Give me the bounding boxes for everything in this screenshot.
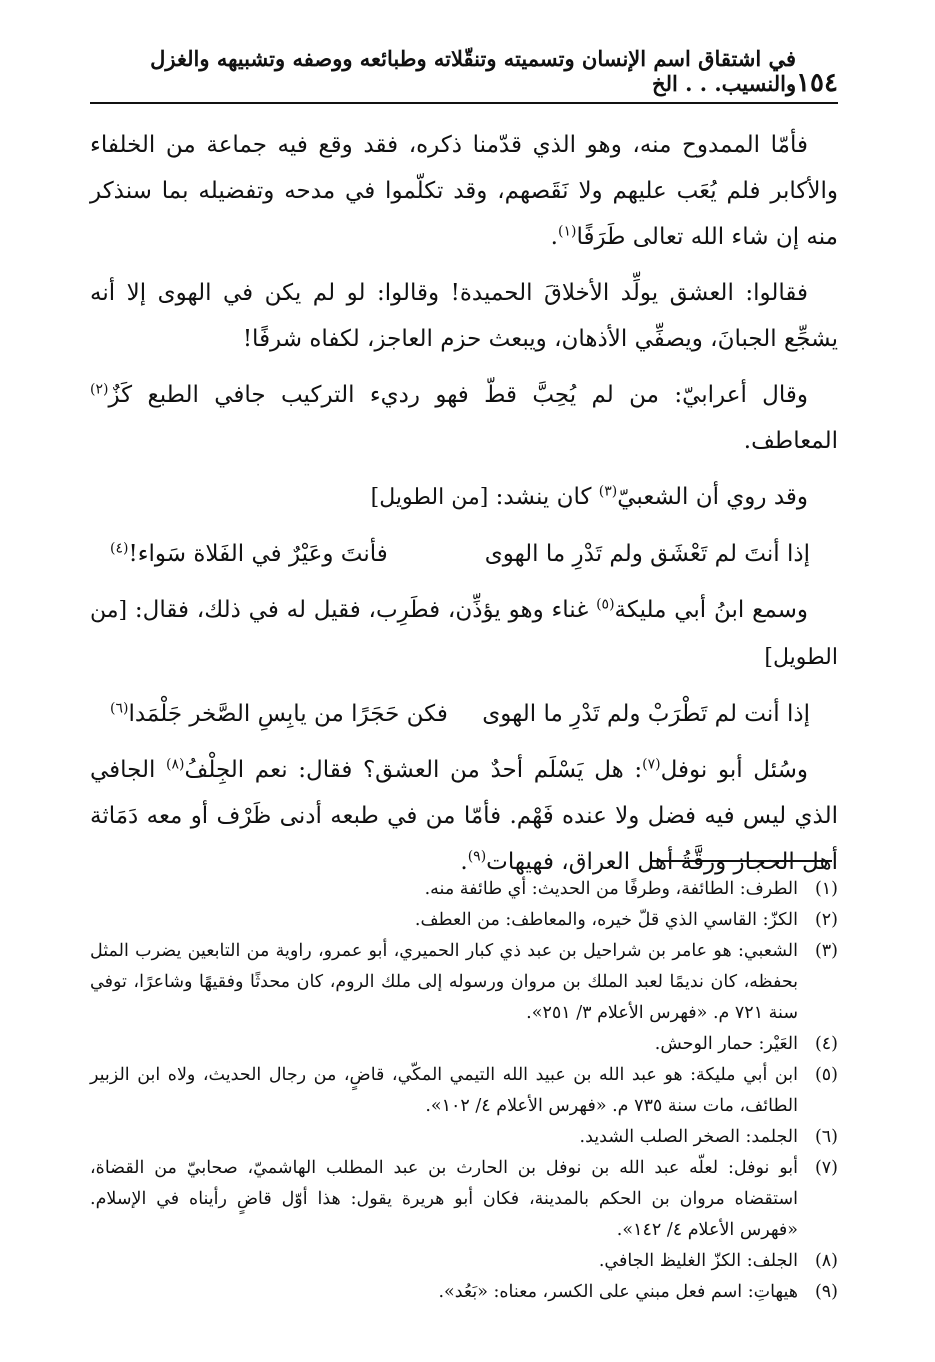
footnote-1: (١) الطرف: الطائفة، وطرفًا من الحديث: أي طائفة منه. <box>424 879 838 899</box>
footnote-ref-4: (٤) <box>110 540 129 557</box>
verse-1-second-hemistich: فأنتَ وعَيْرٌ في الفَلاة سَواء!$^{(٤)}$ <box>110 540 388 567</box>
paragraph-bedouin: وقال أعرابيّ: من لم يُحِبَّ قطّ فهو رديء التركيب جافي الطبع كَزٌ$^{(٢)}$ المعاطف. <box>90 381 838 454</box>
running-title: في اشتقاق اسم الإنسان وتسميته وتنقّلاته وطبائعه ووصفه وتشبيهه والغزل والنسيب. . . الخ <box>150 46 797 96</box>
footnote-ref-8: (٨) <box>166 756 185 773</box>
footnote-ref-5: (٥) <box>596 596 615 613</box>
footnote-separator <box>652 860 832 862</box>
footnote-ref-1: (١) <box>557 223 577 240</box>
footnote-ref-2: (٢) <box>90 381 109 398</box>
footnote-ref-3: (٣) <box>598 483 618 500</box>
footnote-4: (٤) العَيْر: حمار الوحش. <box>654 1034 838 1054</box>
paragraph-sayings: فقالوا: العشق يولِّد الأخلاقَ الحميدة! وقالوا: لو لم يكن في الهوى إلا أنه يشجِّع الجبانَ، ويصفِّي الأذهان، ويبعث حزم العاجز، لكفاه شرفًا! <box>90 280 838 352</box>
verse-2-first-hemistich: إذا أنت لم تَطْرَبْ ولم تَدْرِ ما الهوى <box>482 701 810 727</box>
meter-label: [من الطويل] <box>90 598 838 670</box>
footnote-3: (٣) الشعبي: هو عامر بن شراحيل بن عبد ذي كبار الحميري، أبو عمرو، راوية من التابعين يضرب المثل بحفظه، كان نديمًا لعبد الملك بن مروان ورسوله إلى ملك الروم، كان محدثًا وفقيهًا وشاعرًا، توفي سنة ٧٢١ م. «فهرس الأعلام ٣/ ٢٥١». <box>90 941 838 1023</box>
verse-line-1 <box>90 531 838 577</box>
main-text <box>90 122 838 895</box>
paragraph-abu-nawfal: وسُئل أبو نوفل$^{(٧)}$: هل يَسْلَم أحدٌ من العشق؟ فقال: نعم الجِلْفُ$^{(٨)}$ الجافي الذي ليس فيه فضل ولا عنده فَهْم. فأمّا من في طبعه أدنى ظَرْف أو معه دَمَاثة أهل الحجاز ورقَّةُ أهل العراق، فهيهات$^{(٩)}$. <box>90 756 838 875</box>
verse-1-first-hemistich: إذا أنتَ لم تَعْشَق ولم تَدْرِ ما الهوى <box>484 541 810 567</box>
footnote-7: (٧) أبو نوفل: لعلّه عبد الله بن نوفل بن الحارث بن عبد المطلب الهاشميّ، صحابيّ من القضاة، استقضاه مروان بن الحكم بالمدينة، فكان أبو هريرة يقول: هذا أوّل قاضٍ رأيناه في الإسلام. «فهرس الأعلام ٤/ ١٤٢». <box>90 1158 838 1240</box>
footnote-2: (٢) الكزّ: القاسي الذي قلّ خيره، والمعاطف: من العطف. <box>414 910 838 930</box>
footnote-8: (٨) الجلف: الكزّ الغليظ الجافي. <box>598 1251 838 1271</box>
footnotes <box>90 874 838 1308</box>
page-header <box>90 46 838 104</box>
paragraph-ibn-abi-mulayka: وسمع ابنُ أبي مليكة$^{(٥)}$ غناء وهو يؤذِّن، فطَرِب، فقيل له في ذلك، فقال: [من الطويل] <box>90 596 838 670</box>
footnote-ref-6: (٦) <box>110 700 129 717</box>
footnote-9: (٩) هيهاتِ: اسم فعل مبني على الكسر، معناه: «بَعُد». <box>438 1282 838 1302</box>
paragraph-praised-love: فأمّا الممدوح منه، وهو الذي قدّمنا ذكره، فقد وقع فيه جماعة من الخلفاء والأكابر فلم يُعَب عليهم ولا نَقَصهم، وقد تكلّموا في مدحه وتفضيله بما سنذكر منه إن شاء الله تعالى طَرَفًا$^{(١)}$. <box>90 132 838 250</box>
footnote-ref-9: (٩) <box>467 848 487 865</box>
verse-2-second-hemistich: فكن حَجَرًا من يابِسِ الصَّخر جَلْمَدا$^{(٦)}$ <box>110 700 448 727</box>
meter-label: [من الطويل] <box>370 485 489 510</box>
footnote-6: (٦) الجلمد: الصخر الصلب الشديد. <box>579 1127 838 1147</box>
page-number: ١٥٤ <box>796 68 838 98</box>
paragraph-shabi: وقد روي أن الشعبيّ$^{(٣)}$ كان ينشد: [من الطويل] <box>370 483 808 510</box>
verse-line-2 <box>90 691 838 737</box>
footnote-ref-7: (٧) <box>642 756 661 773</box>
footnote-5: (٥) ابن أبي مليكة: هو عبد الله بن عبيد الله التيمي المكّي، قاضٍ، من رجال الحديث، ولاه ابن الزبير الطائف، مات سنة ٧٣٥ م. «فهرس الأعلام ٤/ ١٠٢». <box>90 1065 838 1116</box>
